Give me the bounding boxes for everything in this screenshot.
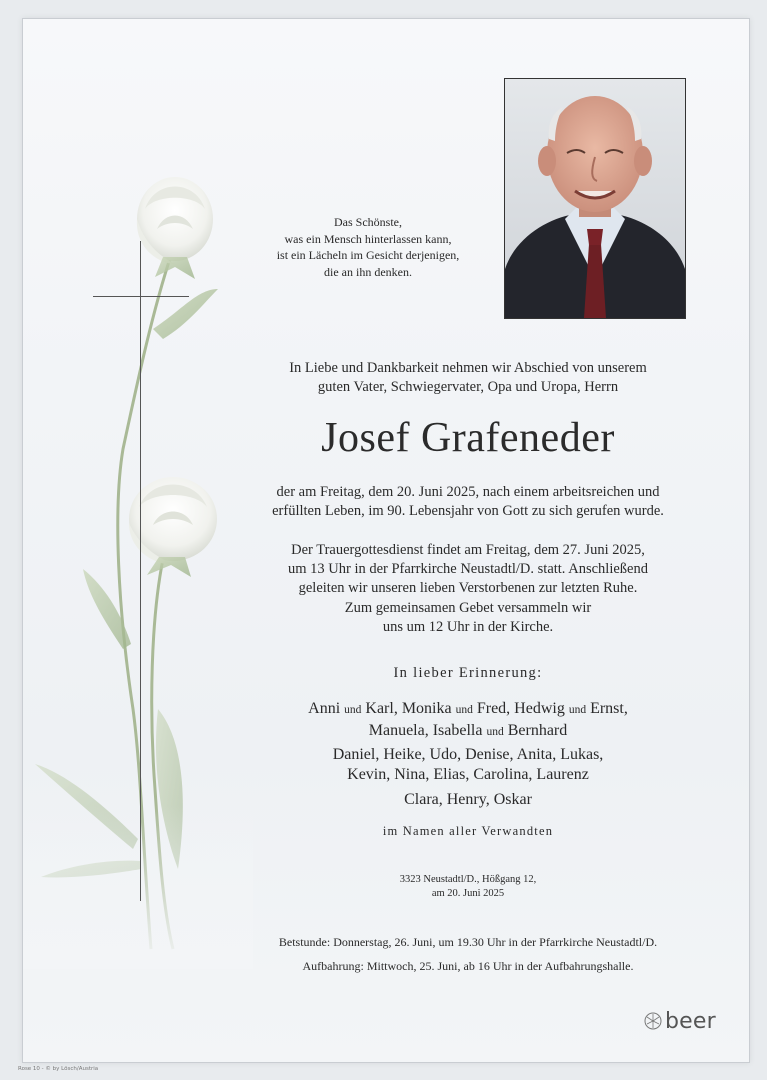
mourner-names: Bernhard (507, 721, 568, 739)
events-block (203, 930, 733, 978)
mourner-names: Ernst, (590, 700, 628, 717)
obituary-card (22, 18, 750, 1063)
quote-line: die an ihn denken. (324, 264, 412, 279)
memory-heading: In lieber Erinnerung: (393, 665, 543, 681)
address-block (323, 873, 613, 901)
portrait-illustration (505, 79, 685, 318)
death-notice-line: der am Freitag, dem 20. Juni 2025, nach einem arbeitsreichen und (276, 484, 660, 500)
mourner-names: Fred, Hedwig (476, 700, 565, 717)
mourners-group-1 (223, 699, 713, 742)
intro-line: In Liebe und Dankbarkeit nehmen wir Abschied von unserem (289, 360, 647, 376)
death-notice (203, 483, 733, 521)
relatives-note: im Namen aller Verwandten (382, 824, 554, 838)
mourners-line (223, 699, 713, 721)
cross-vertical-line (140, 241, 141, 901)
dandelion-icon (643, 1011, 663, 1031)
death-notice-line: erfüllten Leben, im 90. Lebensjahr von Gott zu sich gerufen wurde. (272, 503, 664, 519)
mourner-names: Karl, Monika (365, 700, 452, 717)
mourners-line (223, 721, 713, 743)
mourners-line: Daniel, Heike, Udo, Denise, Anita, Lukas, (332, 746, 604, 763)
conjunction: und (455, 704, 473, 716)
service-line: Der Trauergottesdienst findet am Freitag, dem 27. Juni 2025, (291, 542, 645, 558)
mourners-group-2 (223, 745, 713, 784)
aufbahrung-info: Aufbahrung: Mittwoch, 25. Juni, ab 16 Uhr in der Aufbahrungshalle. (302, 959, 634, 973)
address-line: 3323 Neustadtl/D., Hößgang 12, (399, 874, 537, 885)
intro-line: guten Vater, Schwiegervater, Opa und Uropa, Herrn (317, 379, 619, 395)
logo-text: beer (665, 1008, 716, 1034)
footer-copyright: Rose 10 - © by Lösch/Austria (18, 1066, 99, 1072)
prayer-line: Zum gemeinsamen Gebet versammeln wir (344, 600, 592, 616)
funeral-service-info (203, 541, 733, 598)
memorial-quote (263, 214, 473, 280)
quote-line: Das Schönste, (334, 215, 402, 229)
mourners-line: Kevin, Nina, Elias, Carolina, Laurenz (347, 765, 589, 783)
quote-line: ist ein Lächeln im Gesicht derjenigen, (276, 248, 460, 262)
conjunction: und (344, 704, 362, 716)
conjunction: und (568, 704, 587, 716)
mourner-names: Manuela, Isabella (368, 721, 483, 739)
mourners-line: Clara, Henry, Oskar (404, 791, 532, 808)
betstunde-info: Betstunde: Donnerstag, 26. Juni, um 19.30 Uhr in der Pfarrkirche Neustadtl/D. (278, 935, 658, 949)
prayer-line: uns um 12 Uhr in der Kirche. (382, 619, 554, 635)
address-date: am 20. Juni 2025 (431, 888, 505, 899)
quote-line: was ein Mensch hinterlassen kann, (284, 231, 452, 246)
beer-logo (643, 1007, 723, 1035)
deceased-name: Josef Grafeneder (321, 415, 615, 461)
service-line: um 13 Uhr in der Pfarrkirche Neustadtl/D. statt. Anschließend (287, 561, 648, 577)
mourners-group-3 (223, 790, 713, 810)
service-line: geleiten wir unseren lieben Verstorbenen zur letzten Ruhe. (298, 580, 638, 596)
portrait-photo (504, 78, 686, 319)
mourner-names: Anni (308, 700, 341, 717)
prayer-info (203, 599, 733, 637)
conjunction: und (486, 725, 504, 738)
cross-horizontal-line (93, 296, 189, 297)
intro-text (223, 359, 713, 397)
